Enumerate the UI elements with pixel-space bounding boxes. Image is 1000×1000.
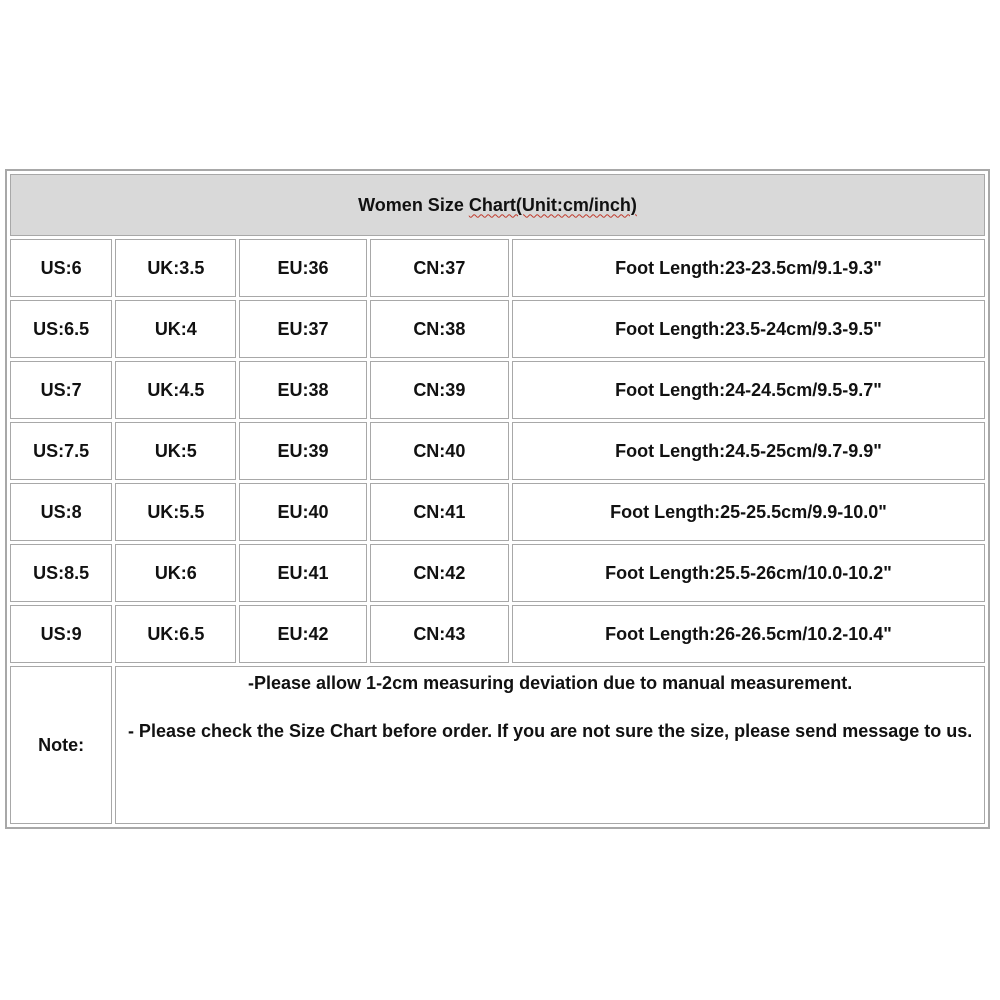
note-row [10,666,985,824]
size-row [10,544,985,602]
foot-length-cell: Foot Length:23-23.5cm/9.1-9.3" [512,239,985,297]
foot-length-cell: Foot Length:26-26.5cm/10.2-10.4" [512,605,985,663]
size-row [10,483,985,541]
uk-size-cell: UK:6 [115,544,236,602]
foot-length-cell: Foot Length:24-24.5cm/9.5-9.7" [512,361,985,419]
title-row [10,174,985,236]
cn-size-cell: CN:40 [370,422,509,480]
uk-size-cell: UK:3.5 [115,239,236,297]
note-spacer [122,695,978,719]
eu-size-cell: EU:36 [239,239,366,297]
size-chart-table [5,169,990,829]
size-row [10,422,985,480]
foot-length-cell: Foot Length:25-25.5cm/9.9-10.0" [512,483,985,541]
uk-size-cell: UK:4.5 [115,361,236,419]
cn-size-cell: CN:39 [370,361,509,419]
us-size-cell: US:8 [10,483,112,541]
cn-size-cell: CN:37 [370,239,509,297]
us-size-cell: US:6.5 [10,300,112,358]
size-chart-title [10,174,985,236]
size-row [10,605,985,663]
size-row [10,239,985,297]
foot-length-cell: Foot Length:23.5-24cm/9.3-9.5" [512,300,985,358]
note-label: Note: [10,666,112,824]
cn-size-cell: CN:42 [370,544,509,602]
eu-size-cell: EU:37 [239,300,366,358]
note-line-check-size: - Please check the Size Chart before order. If you are not sure the size, please send message to us. [127,721,973,741]
us-size-cell: US:6 [10,239,112,297]
uk-size-cell: UK:4 [115,300,236,358]
uk-size-cell: UK:5 [115,422,236,480]
foot-length-cell: Foot Length:24.5-25cm/9.7-9.9" [512,422,985,480]
us-size-cell: US:8.5 [10,544,112,602]
size-row [10,361,985,419]
title-prefix: Women Size [358,194,469,215]
size-row [10,300,985,358]
note-text [115,666,985,824]
cn-size-cell: CN:38 [370,300,509,358]
eu-size-cell: EU:40 [239,483,366,541]
us-size-cell: US:9 [10,605,112,663]
foot-length-cell: Foot Length:25.5-26cm/10.0-10.2" [512,544,985,602]
uk-size-cell: UK:6.5 [115,605,236,663]
eu-size-cell: EU:39 [239,422,366,480]
us-size-cell: US:7.5 [10,422,112,480]
note-line-measurement: -Please allow 1-2cm measuring deviation due to manual measurement. [248,673,853,693]
uk-size-cell: UK:5.5 [115,483,236,541]
eu-size-cell: EU:41 [239,544,366,602]
eu-size-cell: EU:42 [239,605,366,663]
us-size-cell: US:7 [10,361,112,419]
cn-size-cell: CN:43 [370,605,509,663]
cn-size-cell: CN:41 [370,483,509,541]
title-underlined: Chart(Unit:cm/inch) [468,194,637,215]
eu-size-cell: EU:38 [239,361,366,419]
